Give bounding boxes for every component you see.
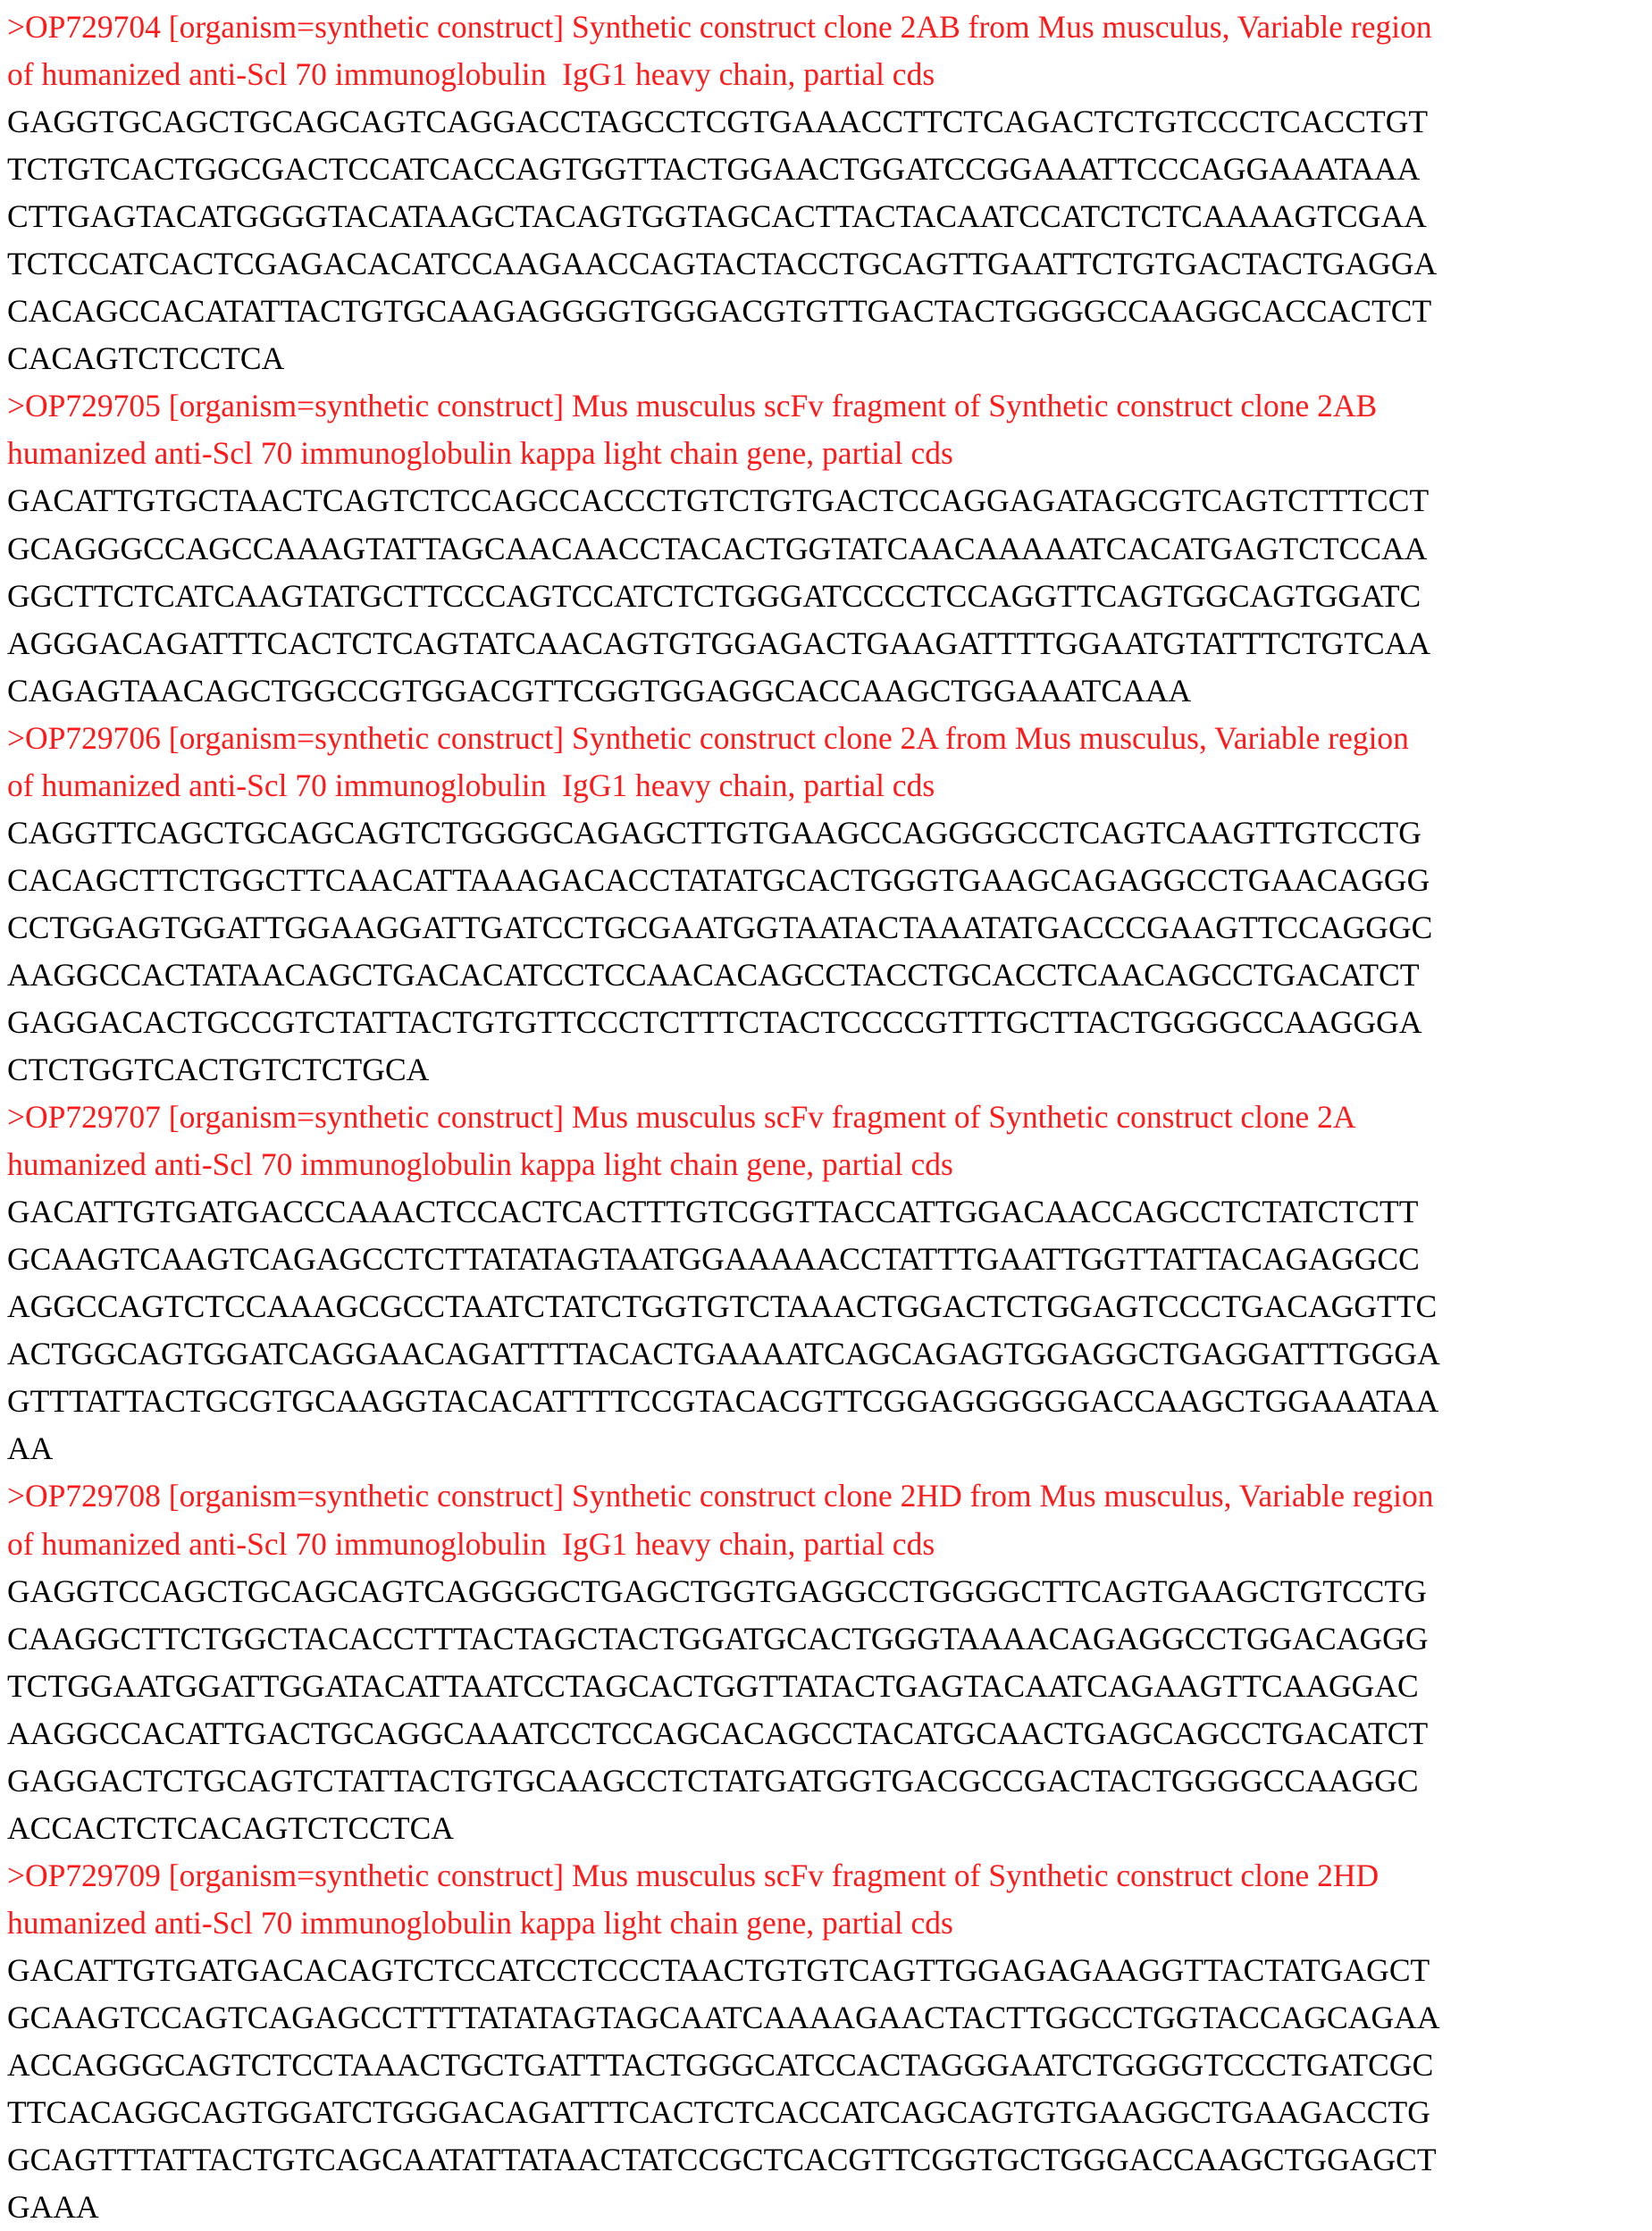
sequence-line: TCTCCATCACTCGAGACACATCCAAGAACCAGTACTACCTGCAGTTGAATTCTGTGACTACTGAGGA [7,246,1438,282]
sequence-line: GAGGTCCAGCTGCAGCAGTCAGGGGCTGAGCTGGTGAGGCCTGGGGCTTCAGTGAAGCTGTCCTG [7,1573,1427,1609]
record-header-line: of humanized anti-Scl 70 immunoglobulin IgG1 heavy chain, partial cds [7,767,935,803]
sequence-line: ACTGGCAGTGGATCAGGAACAGATTTTACACTGAAAATCAGCAGAGTGGAGGCTGAGGATTTGGGA [7,1336,1440,1372]
sequence-document [7,4,1648,2231]
sequence-line: CACAGCCACATATTACTGTGCAAGAGGGGTGGGACGTGTTGACTACTGGGGCCAAGGCACCACTCT [7,293,1432,330]
sequence-line: GAGGTGCAGCTGCAGCAGTCAGGACCTAGCCTCGTGAAACCTTCTCAGACTCTGTCCCTCACCTGT [7,104,1429,140]
sequence-record [7,1094,1648,1472]
sequence-line: GACATTGTGATGACCCAAACTCCACTCACTTTGTCGGTTACCATTGGACAACCAGCCTCTATCTCTT [7,1194,1419,1230]
record-header-line: >OP729708 [organism=synthetic construct] Synthetic construct clone 2HD from Mus musculus, Variable region [7,1478,1434,1514]
sequence-line: TCTGGAATGGATTGGATACATTAATCCTAGCACTGGTTATACTGAGTACAATCAGAAGTTCAAGGAC [7,1667,1419,1704]
sequence-record [7,1852,1648,2231]
sequence-record [7,382,1648,714]
sequence-line: GTTTATTACTGCGTGCAAGGTACACATTTTCCGTACACGTTCGGAGGGGGGACCAAGCTGGAAATAA [7,1383,1439,1420]
sequence-line: CACAGCTTCTGGCTTCAACATTAAAGACACCTATATGCACTGGGTGAAGCAGAGGCCTGAACAGGG [7,861,1430,898]
sequence-line: AGGCCAGTCTCCAAAGCGCCTAATCTATCTGGTGTCTAAACTGGACTCTGGAGTCCCTGACAGGTTC [7,1288,1438,1325]
record-header-line: of humanized anti-Scl 70 immunoglobulin IgG1 heavy chain, partial cds [7,1525,935,1562]
record-header-line: of humanized anti-Scl 70 immunoglobulin IgG1 heavy chain, partial cds [7,56,935,93]
record-header-line: humanized anti-Scl 70 immunoglobulin kappa light chain gene, partial cds [7,1146,953,1183]
sequence-line: AAGGCCACTATAACAGCTGACACATCCTCCAACACAGCCTACCTGCACCTCAACAGCCTGACATCT [7,956,1420,993]
sequence-line: GAAA [7,2189,99,2226]
sequence-line: ACCACTCTCACAGTCTCCTCA [7,1809,455,1846]
sequence-line: GAGGACACTGCCGTCTATTACTGTGTTCCCTCTTTCTACTCCCCGTTTGCTTACTGGGGCCAAGGGA [7,1003,1422,1040]
record-header-line: >OP729709 [organism=synthetic construct] Mus musculus scFv fragment of Synthetic construct clone 2HD [7,1857,1379,1893]
sequence-record [7,1472,1648,1851]
sequence-record [7,715,1648,1094]
sequence-line: TCTGTCACTGGCGACTCCATCACCAGTGGTTACTGGAACTGGATCCGGAAATTCCCAGGAAATAAA [7,151,1421,188]
sequence-line: AAGGCCACATTGACTGCAGGCAAATCCTCCAGCACAGCCTACATGCAACTGAGCAGCCTGACATCT [7,1715,1429,1751]
sequence-line: CAGAGTAACAGCTGGCCGTGGACGTTCGGTGGAGGCACCAAGCTGGAAATCAAA [7,672,1192,709]
sequence-line: CTCTGGTCACTGTCTCTGCA [7,1052,430,1088]
sequence-line: GACATTGTGCTAACTCAGTCTCCAGCCACCCTGTCTGTGACTCCAGGAGATAGCGTCAGTCTTTCCT [7,482,1430,519]
sequence-line: GCAGTTTATTACTGTCAGCAATATTATAACTATCCGCTCACGTTCGGTGCTGGGACCAAGCTGGAGCT [7,2142,1437,2178]
sequence-line: CAGGTTCAGCTGCAGCAGTCTGGGGCAGAGCTTGTGAAGCCAGGGGCCTCAGTCAAGTTGTCCTG [7,814,1421,851]
record-header-line: >OP729706 [organism=synthetic construct] Synthetic construct clone 2A from Mus musculus, Variable region [7,719,1409,756]
sequence-line: CCTGGAGTGGATTGGAAGGATTGATCCTGCGAATGGTAATACTAAATATGACCCGAAGTTCCAGGGC [7,909,1433,945]
sequence-line: TTCACAGGCAGTGGATCTGGGACAGATTTCACTCTCACCATCAGCAGTGTGAAGGCTGAAGACCTG [7,2094,1430,2131]
record-header-line: humanized anti-Scl 70 immunoglobulin kappa light chain gene, partial cds [7,435,953,472]
sequence-line: CTTGAGTACATGGGGTACATAAGCTACAGTGGTAGCACTTACTACAATCCATCTCTCAAAAGTCGAA [7,198,1427,235]
record-header-line: >OP729707 [organism=synthetic construct] Mus musculus scFv fragment of Synthetic construct clone 2A [7,1099,1356,1136]
record-header-line: >OP729704 [organism=synthetic construct] Synthetic construct clone 2AB from Mus musculus, Variable region [7,9,1432,45]
sequence-line: GGCTTCTCATCAAGTATGCTTCCCAGTCCATCTCTGGGATCCCCTCCAGGTTCAGTGGCAGTGGATC [7,577,1421,614]
sequence-line: GCAAGTCCAGTCAGAGCCTTTTATATAGTAGCAATCAAAAGAACTACTTGGCCTGGTACCAGCAGAA [7,1999,1440,2035]
record-header-line: humanized anti-Scl 70 immunoglobulin kappa light chain gene, partial cds [7,1904,953,1941]
sequence-line: GACATTGTGATGACACAGTCTCCATCCTCCCTAACTGTGTCAGTTGGAGAGAAGGTTACTATGAGCT [7,1951,1430,1988]
record-header-line: >OP729705 [organism=synthetic construct] Mus musculus scFv fragment of Synthetic construct clone 2AB [7,388,1378,424]
sequence-line: CACAGTCTCCTCA [7,340,285,377]
sequence-line: GCAGGGCCAGCCAAAGTATTAGCAACAACCTACACTGGTATCAACAAAAATCACATGAGTCTCCAA [7,530,1428,566]
sequence-record [7,4,1648,382]
sequence-line: GAGGACTCTGCAGTCTATTACTGTGCAAGCCTCTATGATGGTGACGCCGACTACTGGGGCCAAGGC [7,1762,1419,1799]
sequence-line: AGGGACAGATTTCACTCTCAGTATCAACAGTGTGGAGACTGAAGATTTTGGAATGTATTTCTGTCAA [7,625,1431,661]
sequence-line: CAAGGCTTCTGGCTACACCTTTACTAGCTACTGGATGCACTGGGTAAAACAGAGGCCTGGACAGGG [7,1620,1429,1656]
sequence-line: ACCAGGGCAGTCTCCTAAACTGCTGATTTACTGGGCATCCACTAGGGAATCTGGGGTCCCTGATCGC [7,2047,1434,2084]
sequence-line: GCAAGTCAAGTCAGAGCCTCTTATATAGTAATGGAAAAACCTATTTGAATTGGTTATTACAGAGGCC [7,1241,1420,1278]
sequence-line: AA [7,1430,54,1467]
